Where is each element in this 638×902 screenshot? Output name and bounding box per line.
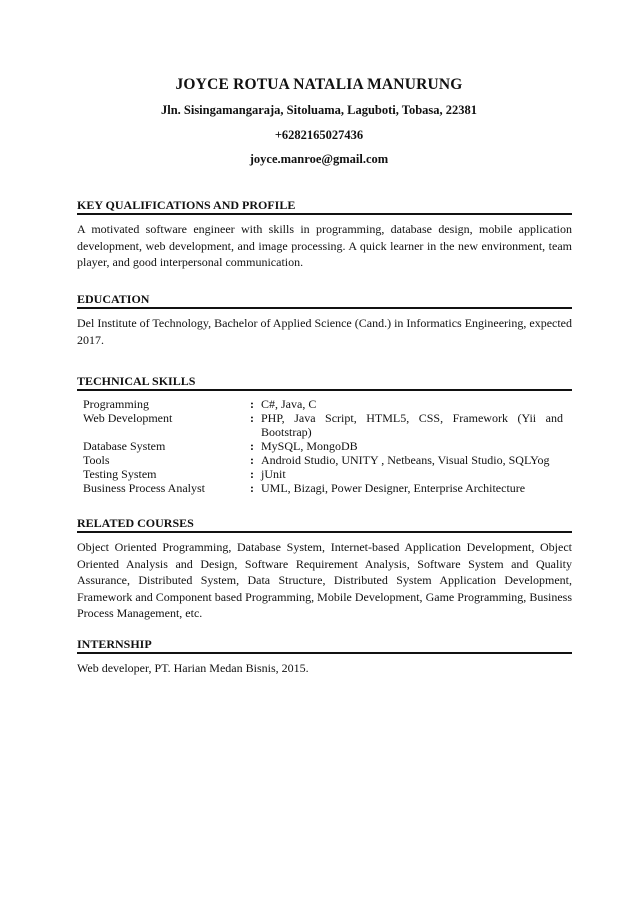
section-text: Web developer, PT. Harian Medan Bisnis, 2015. [77, 661, 309, 675]
section-divider [77, 213, 572, 215]
skill-row [83, 411, 572, 439]
skill-value: C#, Java, C [261, 397, 317, 411]
candidate-email: joyce.manroe@gmail.com [249, 152, 389, 166]
section-text: A motivated software engineer with skills in programming, database design, mobile application development, web development, and image processing. A quick learner in the new environment, team player, and good interpersonal communication. [77, 222, 572, 269]
skill-row [83, 453, 572, 467]
section-title: TECHNICAL SKILLS [77, 374, 196, 388]
skill-separator: : [250, 397, 254, 411]
section-title: RELATED COURSES [77, 516, 194, 530]
skill-value: jUnit [261, 467, 286, 481]
skill-label: Database System [83, 439, 166, 453]
skill-separator: : [250, 467, 254, 481]
skill-row [83, 481, 572, 495]
skill-label: Programming [83, 397, 149, 411]
candidate-phone: +6282165027436 [274, 128, 364, 142]
section-related-courses [77, 516, 572, 622]
skill-value: UML, Bizagi, Power Designer, Enterprise Architecture [261, 481, 526, 495]
section-divider [77, 531, 572, 533]
skill-value: Android Studio, UNITY , Netbeans, Visual Studio, SQLYog [261, 453, 550, 467]
section-text: Object Oriented Programming, Database System, Internet-based Application Development, Object Oriented Analysis and Design, Software Requirement Analysis, Software System and Quality Assurance, Distributed System, Data Structure, Distributed System Application Development, Framework and Component based Programming, Mobile Development, Game Programming, Business Process Management, etc. [77, 540, 572, 620]
section-divider [77, 652, 572, 654]
section-education [77, 292, 572, 348]
skill-label: Web Development [83, 411, 173, 425]
section-title: KEY QUALIFICATIONS AND PROFILE [77, 198, 296, 212]
skill-separator: : [250, 453, 254, 467]
skill-value: PHP, Java Script, HTML5, CSS, Framework (Yii and Bootstrap) [261, 411, 563, 439]
candidate-name: JOYCE ROTUA NATALIA MANURUNG [175, 76, 463, 93]
section-technical-skills [77, 374, 572, 495]
section-title: EDUCATION [77, 292, 150, 306]
skill-row [83, 397, 572, 411]
section-divider [77, 389, 572, 391]
section-text: Del Institute of Technology, Bachelor of Applied Science (Cand.) in Informatics Engineering, expected 2017. [77, 316, 573, 347]
skill-separator: : [250, 481, 254, 495]
section-title: INTERNSHIP [77, 637, 152, 651]
section-divider [77, 307, 572, 309]
skill-label: Tools [83, 453, 110, 467]
skill-row [83, 467, 572, 481]
section-internship [77, 637, 572, 677]
candidate-address: Jln. Sisingamangaraja, Sitoluama, Laguboti, Tobasa, 22381 [160, 103, 478, 117]
skill-label: Testing System [83, 467, 157, 481]
skill-label: Business Process Analyst [83, 481, 206, 495]
skill-row [83, 439, 572, 453]
skill-value: MySQL, MongoDB [261, 439, 358, 453]
skills-list [83, 397, 572, 495]
skill-separator: : [250, 411, 254, 425]
skill-separator: : [250, 439, 254, 453]
section-key-qualifications [77, 198, 572, 271]
